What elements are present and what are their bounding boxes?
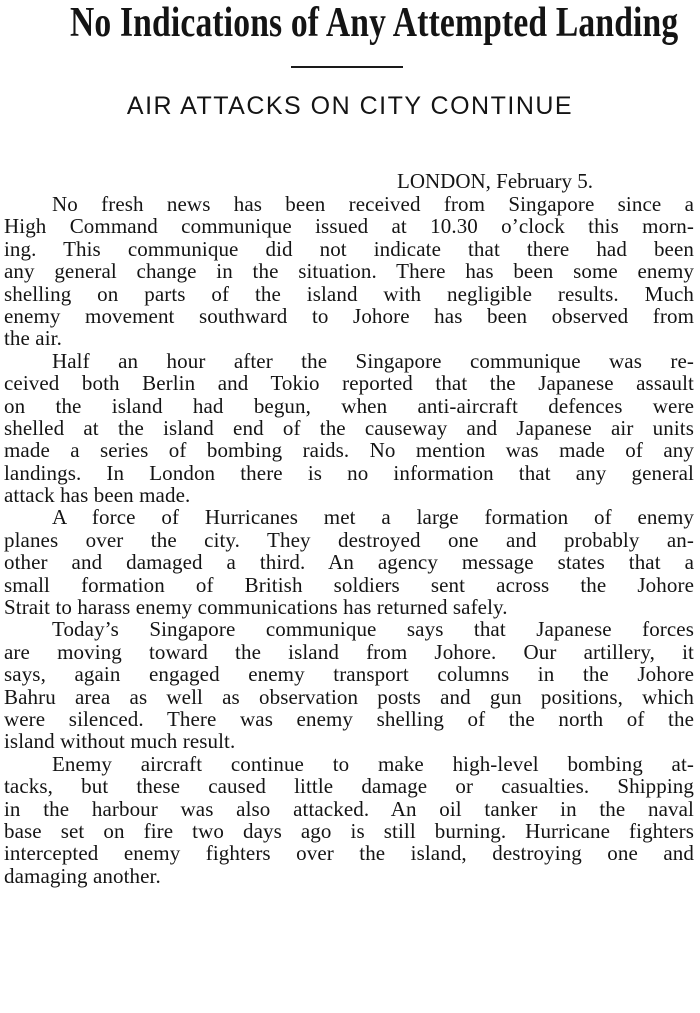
body-line: Today’s Singapore communique says that Japanese forces bbox=[52, 617, 694, 642]
body-line: shelling on parts of the island with negligible results. Much bbox=[4, 281, 694, 306]
article-body bbox=[4, 193, 694, 887]
subheadline: AIR ATTACKS ON CITY CONTINUE bbox=[126, 92, 574, 120]
dateline: LONDON, February 5. bbox=[397, 169, 593, 193]
body-line: enemy movement southward to Johore has been observed from bbox=[4, 303, 694, 328]
body-line: Bahru area as well as observation posts and gun positions, which bbox=[4, 684, 694, 709]
body-line: attack has been made. bbox=[4, 483, 191, 508]
body-line: No fresh news has been received from Singapore since a bbox=[52, 192, 694, 216]
headline-divider bbox=[291, 66, 403, 68]
body-line: ing. This communique did not indicate that there had been bbox=[4, 236, 694, 261]
body-line: in the harbour was also attacked. An oil tanker in the naval bbox=[4, 796, 694, 821]
body-line: are moving toward the island from Johore. Our artillery, it bbox=[4, 639, 694, 664]
body-line: Enemy aircraft continue to make high-level bombing at- bbox=[52, 751, 694, 776]
body-line: A force of Hurricanes met a large formation of enemy bbox=[52, 505, 694, 530]
body-line: says, again engaged enemy transport columns in the Johore bbox=[4, 662, 694, 687]
body-line: made a series of bombing raids. No mention was made of any bbox=[4, 438, 694, 463]
body-line: shelled at the island end of the causeway and Japanese air units bbox=[4, 415, 694, 440]
body-line: on the island had begun, when anti-aircraft defences were bbox=[4, 393, 694, 418]
body-line: planes over the city. They destroyed one and probably an- bbox=[4, 527, 694, 552]
body-line: Half an hour after the Singapore communique was re- bbox=[52, 348, 694, 373]
body-line: any general change in the situation. There has been some enemy bbox=[4, 259, 694, 284]
body-line: ceived both Berlin and Tokio reported that the Japanese assault bbox=[4, 371, 694, 396]
headline: No Indications of Any Attempted Landing bbox=[70, 0, 679, 46]
body-line: island without much result. bbox=[4, 729, 236, 754]
body-line: intercepted enemy fighters over the island, destroying one and bbox=[4, 841, 694, 866]
body-line: the air. bbox=[4, 326, 62, 351]
body-line: landings. In London there is no information that any general bbox=[4, 460, 694, 485]
body-line: Strait to harass enemy communications has returned safely. bbox=[4, 595, 508, 620]
body-line: High Command communique issued at 10.30 o’clock this morn- bbox=[4, 214, 694, 239]
body-line: tacks, but these caused little damage or casualties. Shipping bbox=[4, 774, 694, 799]
body-line: damaging another. bbox=[4, 863, 161, 888]
body-line: base set on fire two days ago is still burning. Hurricane fighters bbox=[4, 818, 694, 843]
body-line: were silenced. There was enemy shelling of the north of the bbox=[4, 706, 694, 731]
body-line: other and damaged a third. An agency message states that a bbox=[4, 550, 694, 575]
body-line: small formation of British soldiers sent across the Johore bbox=[4, 572, 694, 597]
